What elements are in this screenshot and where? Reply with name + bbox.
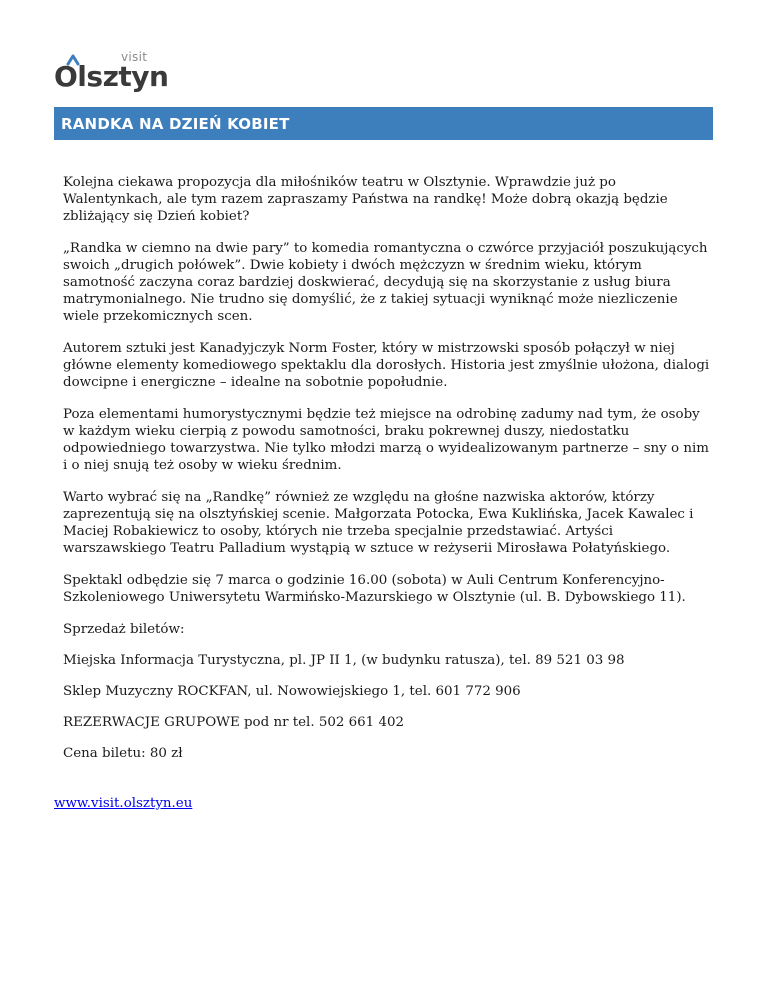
site-logo — [54, 48, 169, 94]
article-paragraph: Kolejna ciekawa propozycja dla miłośników teatru w Olsztynie. Wprawdzie już po Walentynkach, ale tym razem zapraszamy Państwa na randkę! Może dobrą okazją będzie zbliżający się Dzień kobiet? — [63, 175, 668, 224]
title-bar — [54, 107, 713, 140]
article-body — [63, 174, 713, 776]
article-paragraph: Autorem sztuki jest Kanadyjczyk Norm Foster, który w mistrzowski sposób połączył w niej główne elementy komediowego spektaklu dla dorosłych. Historia jest zmyślnie ułożona, dialogi dowcipne i energiczne – idealne na sobotnie popołudnie. — [63, 341, 710, 390]
group-reservations: REZERWACJE GRUPOWE pod nr tel. 502 661 402 — [63, 715, 405, 730]
website-link[interactable]: www.visit.olsztyn.eu — [54, 796, 193, 811]
article-paragraph: Warto wybrać się na „Randkę” również ze względu na głośne nazwiska aktorów, którzy zaprezentują się na olsztyńskiej scenie. Małgorzata Potocka, Ewa Kuklińska, Jacek Kawalec i Maciej Robakiewicz to osoby, których nie trzeba specjalnie przedstawiać. Artyści warszawskiego Teatru Palladium wystąpią w sztuce w reżyserii Mirosława Połatyńskiego. — [63, 490, 694, 556]
page-title: RANDKA NA DZIEŃ KOBIET — [61, 114, 290, 133]
tickets-heading: Sprzedaż biletów: — [63, 622, 185, 637]
ticket-outlet: Miejska Informacja Turystyczna, pl. JP II 1, (w budynku ratusza), tel. 89 521 03 98 — [63, 653, 625, 668]
article-paragraph: „Randka w ciemno na dwie pary” to komedia romantyczna o czwórce przyjaciół poszukujących swoich „drugich połówek”. Dwie kobiety i dwóch mężczyzn w średnim wieku, którym samotność zaczyna coraz bardziej doskwierać, decydują się na skorzystanie z usług biura matrymonialnego. Nie trudno się domyślić, że z takiej sytuacji wyniknąć może niezliczenie wiele przekomicznych scen. — [63, 241, 708, 324]
ticket-outlet: Sklep Muzyczny ROCKFAN, ul. Nowowiejskiego 1, tel. 601 772 906 — [63, 684, 521, 699]
article-paragraph: Poza elementami humorystycznymi będzie też miejsce na odrobinę zadumy nad tym, że osoby w każdym wieku cierpią z powodu samotności, braku pokrewnej duszy, niedostatku odpowiedniego towarzystwa. Nie tylko młodzi marzą o wyidealizowanym partnerze – sny o nim i o niej snują też osoby w wieku średnim. — [63, 407, 709, 473]
ticket-price: Cena biletu: 80 zł — [63, 746, 183, 761]
logo-wordmark: Olsztyn — [54, 60, 169, 93]
article-paragraph: Spektakl odbędzie się 7 marca o godzinie 16.00 (sobota) w Auli Centrum Konferencyjno-Szkoleniowego Uniwersytetu Warmińsko-Mazurskiego w Olsztynie (ul. B. Dybowskiego 11). — [63, 573, 686, 605]
logo-visit-text: visit — [121, 50, 148, 64]
